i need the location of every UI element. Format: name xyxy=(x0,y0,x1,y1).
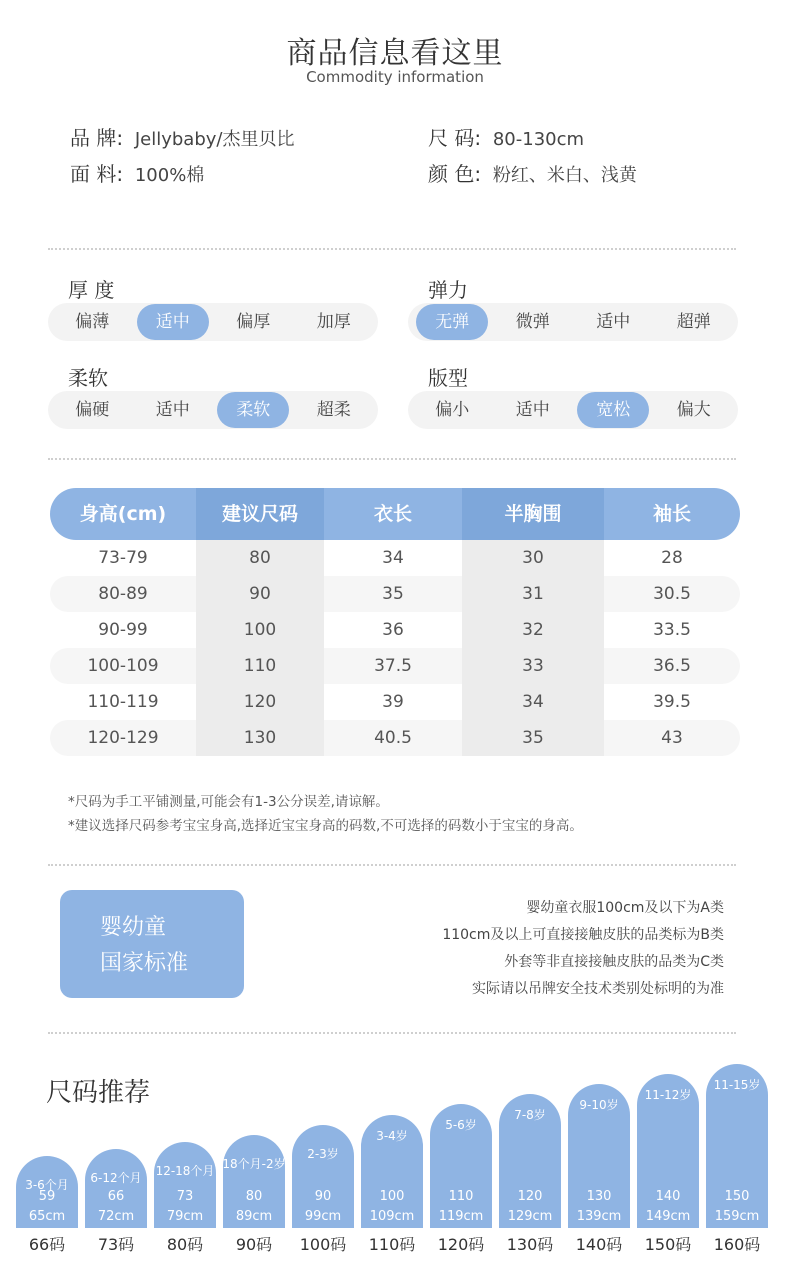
size-bar xyxy=(706,1064,768,1228)
size-bar xyxy=(292,1125,354,1228)
table-cell: 120 xyxy=(196,684,324,720)
table-row xyxy=(50,612,740,648)
note-1: *尺码为手工平铺测量,可能会有1-3公分误差,请谅解。 xyxy=(68,794,389,810)
bar-height-label: 80 xyxy=(245,1188,263,1204)
table-header-cell: 袖长 xyxy=(652,503,691,525)
size-code-label: 80码 xyxy=(166,1235,204,1254)
size-bar xyxy=(16,1156,78,1228)
table-cell: 34 xyxy=(462,684,604,720)
standard-badge-line2: 国家标准 xyxy=(100,951,189,976)
color-row xyxy=(428,158,637,187)
bar-height-label: 59 xyxy=(38,1189,56,1204)
size-code-label: 150码 xyxy=(644,1235,692,1254)
bar-age-label: 3-4岁 xyxy=(376,1128,408,1143)
bar-height-label: 150 xyxy=(724,1188,750,1204)
bar-range-label: 79cm xyxy=(166,1208,204,1224)
size-bar xyxy=(499,1094,561,1228)
bar-range-label: 139cm xyxy=(576,1208,622,1224)
table-cell: 30.5 xyxy=(653,584,691,604)
bar-height-label: 130 xyxy=(586,1188,612,1204)
table-cell: 80-89 xyxy=(98,584,148,604)
table-cell: 110 xyxy=(196,648,324,684)
bar-age-label: 11-12岁 xyxy=(644,1088,692,1103)
thickness-option: 偏薄 xyxy=(75,312,110,332)
bar-age-label: 12-18个月 xyxy=(155,1163,215,1178)
bar-height-label: 100 xyxy=(379,1188,405,1204)
softness-options xyxy=(48,391,378,429)
table-cell: 120-129 xyxy=(87,728,159,748)
table-cell: 33.5 xyxy=(653,620,691,640)
table-cell: 36.5 xyxy=(653,656,691,676)
bar-range-label: 89cm xyxy=(235,1208,273,1224)
elasticity-option: 适中 xyxy=(596,312,631,332)
table-cell: 34 xyxy=(382,548,404,568)
size-bar xyxy=(430,1104,492,1228)
recommend-title: 尺码推荐 xyxy=(46,1078,151,1108)
table-header-cell: 衣长 xyxy=(373,503,412,525)
table-cell: 40.5 xyxy=(374,728,412,748)
thickness-option: 加厚 xyxy=(316,312,351,332)
table-cell: 100 xyxy=(196,612,324,648)
divider xyxy=(48,864,736,866)
elasticity-label: 弹力 xyxy=(428,278,468,302)
table-cell: 31 xyxy=(462,576,604,612)
bar-height-label: 110 xyxy=(448,1188,474,1204)
bar-age-label: 6-12个月 xyxy=(90,1170,142,1185)
softness-option: 偏硬 xyxy=(75,400,110,420)
table-cell: 32 xyxy=(462,612,604,648)
standard-line: 110cm及以上可直接接触皮肤的品类标为B类 xyxy=(442,927,724,943)
table-body xyxy=(50,540,740,756)
size-label: 尺 码: xyxy=(428,126,482,150)
fit-option: 偏小 xyxy=(435,400,470,420)
bar-height-label: 66 xyxy=(107,1188,125,1204)
bar-height-label: 140 xyxy=(655,1188,681,1204)
size-code-label: 100码 xyxy=(299,1235,347,1254)
table-row xyxy=(50,576,740,612)
size-value: 80-130cm xyxy=(492,129,585,150)
thickness-options xyxy=(48,303,378,341)
fit-options xyxy=(408,391,738,429)
bar-range-label: 99cm xyxy=(304,1208,342,1224)
size-code-label: 120码 xyxy=(437,1235,485,1254)
bar-age-label: 2-3岁 xyxy=(307,1146,339,1161)
table-header-cell: 半胸围 xyxy=(462,488,604,540)
fabric-label: 面 料: xyxy=(70,162,124,186)
brand-value: Jellybaby/杰里贝比 xyxy=(134,129,295,150)
fit-label: 版型 xyxy=(428,366,468,390)
table-header-cell: 建议尺码 xyxy=(196,488,324,540)
table-cell: 28 xyxy=(661,548,683,568)
table-cell: 110-119 xyxy=(87,692,159,712)
table-cell: 39.5 xyxy=(653,692,691,712)
divider xyxy=(48,458,736,460)
elasticity-option: 微弹 xyxy=(515,312,550,332)
softness-option: 柔软 xyxy=(217,392,289,428)
table-header xyxy=(50,488,740,540)
size-code-label: 160码 xyxy=(713,1235,761,1254)
divider xyxy=(48,1032,736,1034)
fabric-row xyxy=(70,158,204,187)
bar-range-label: 72cm xyxy=(97,1208,135,1224)
table-cell: 36 xyxy=(382,620,404,640)
table-cell: 33 xyxy=(462,648,604,684)
size-bar xyxy=(361,1115,423,1228)
table-cell: 90-99 xyxy=(98,620,148,640)
bar-range-label: 149cm xyxy=(645,1208,691,1224)
size-code-label: 130码 xyxy=(506,1235,554,1254)
table-cell: 100-109 xyxy=(87,656,159,676)
table-cell: 30 xyxy=(462,540,604,576)
bar-height-label: 73 xyxy=(176,1188,194,1204)
table-cell: 90 xyxy=(196,576,324,612)
color-label: 颜 色: xyxy=(428,162,482,186)
size-row xyxy=(428,122,584,151)
table-cell: 80 xyxy=(196,540,324,576)
table-header-cell: 身高(cm) xyxy=(79,503,167,525)
table-cell: 35 xyxy=(462,720,604,756)
size-code-label: 66码 xyxy=(28,1235,66,1254)
thickness-label: 厚 度 xyxy=(68,278,115,302)
size-bar xyxy=(154,1142,216,1228)
note-2: *建议选择尺码参考宝宝身高,选择近宝宝身高的码数,不可选择的码数小于宝宝的身高。 xyxy=(68,818,583,834)
size-table xyxy=(50,488,740,756)
bar-age-label: 18个月-2岁 xyxy=(222,1156,286,1171)
size-code-label: 73码 xyxy=(97,1235,135,1254)
bar-height-label: 90 xyxy=(314,1188,332,1204)
fabric-value: 100%棉 xyxy=(134,165,205,186)
table-cell: 73-79 xyxy=(98,548,148,568)
bar-age-label: 11-15岁 xyxy=(713,1078,761,1093)
size-code-label: 110码 xyxy=(368,1235,416,1254)
bar-range-label: 119cm xyxy=(438,1208,484,1224)
standard-line: 婴幼童衣服100cm及以下为A类 xyxy=(526,900,724,916)
softness-option: 适中 xyxy=(155,400,190,420)
thickness-option: 偏厚 xyxy=(236,312,271,332)
bar-age-label: 9-10岁 xyxy=(579,1098,619,1113)
size-bar xyxy=(85,1149,147,1228)
bar-range-label: 65cm xyxy=(28,1209,66,1224)
brand-label: 品 牌: xyxy=(70,126,124,150)
standard-badge xyxy=(60,890,244,998)
thickness-option: 适中 xyxy=(137,304,209,340)
bar-age-label: 3-6个月 xyxy=(25,1178,69,1192)
table-cell: 43 xyxy=(661,728,683,748)
color-value: 粉红、米白、浅黄 xyxy=(492,165,637,186)
table-row xyxy=(50,684,740,720)
softness-option: 超柔 xyxy=(316,400,351,420)
bar-age-label: 7-8岁 xyxy=(514,1108,546,1123)
size-bar xyxy=(223,1135,285,1228)
table-row xyxy=(50,720,740,756)
brand-row xyxy=(70,122,294,151)
page-subtitle: Commodity information xyxy=(306,68,484,86)
elasticity-options xyxy=(408,303,738,341)
page-title: 商品信息看这里 xyxy=(286,36,504,71)
bar-range-label: 129cm xyxy=(507,1208,553,1224)
size-code-label: 140码 xyxy=(575,1235,623,1254)
elasticity-option: 超弹 xyxy=(676,312,711,332)
fit-option: 偏大 xyxy=(676,400,711,420)
table-row xyxy=(50,648,740,684)
size-bar xyxy=(637,1074,699,1228)
fit-option: 宽松 xyxy=(577,392,649,428)
elasticity-option: 无弹 xyxy=(416,304,488,340)
table-cell: 130 xyxy=(196,720,324,756)
standard-line: 外套等非直接接触皮肤的品类为C类 xyxy=(504,954,724,970)
table-cell: 35 xyxy=(382,584,404,604)
divider xyxy=(48,248,736,250)
bar-range-label: 159cm xyxy=(714,1208,760,1224)
softness-label: 柔软 xyxy=(68,366,108,390)
table-row xyxy=(50,540,740,576)
table-cell: 37.5 xyxy=(374,656,412,676)
size-code-label: 90码 xyxy=(235,1235,273,1254)
fit-option: 适中 xyxy=(515,400,550,420)
table-cell: 39 xyxy=(382,692,404,712)
standard-badge-line1: 婴幼童 xyxy=(100,915,167,940)
bar-range-label: 109cm xyxy=(369,1208,415,1224)
bar-height-label: 120 xyxy=(517,1188,543,1204)
size-bar xyxy=(568,1084,630,1228)
standard-line: 实际请以吊牌安全技术类别处标明的为准 xyxy=(472,981,724,997)
bar-age-label: 5-6岁 xyxy=(445,1118,477,1133)
